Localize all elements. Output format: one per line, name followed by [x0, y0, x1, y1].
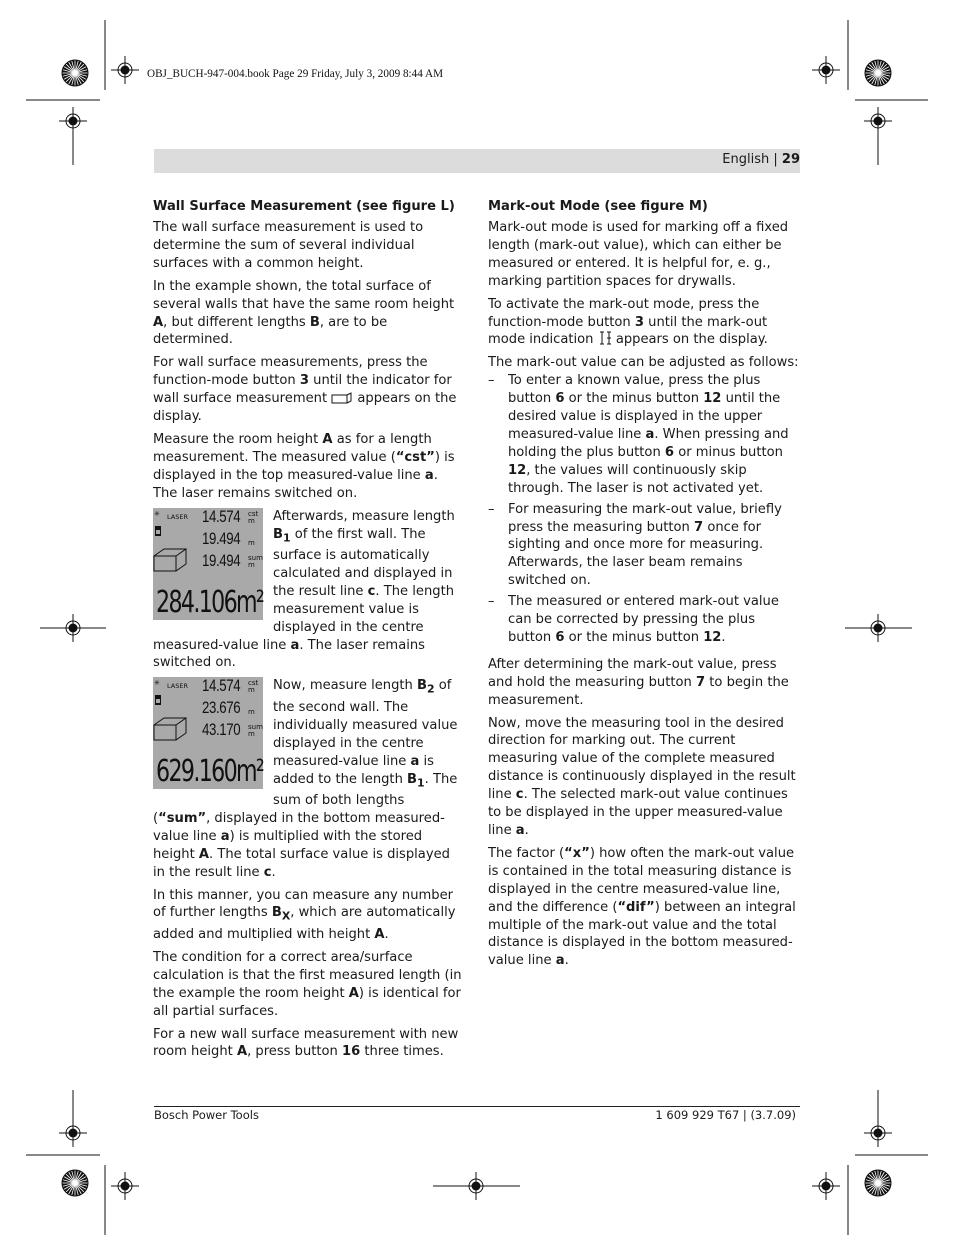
- bottom-value: 43.170: [202, 720, 241, 740]
- paragraph: For a new wall surface measurement with new room height A, press button 16 three times.: [153, 1026, 459, 1060]
- paragraph: In the example shown, the total surface of several walls that have the same room height A, but different lengths B, are to be determined.: [153, 278, 455, 348]
- paragraph: To activate the mark-out mode, press the function-mode button 3 until the mark-out mode indication appears on the display.: [488, 296, 768, 348]
- right-column: [488, 197, 800, 975]
- header-separator: |: [769, 152, 782, 167]
- paragraph: The mark-out value can be adjusted as follows:: [488, 355, 799, 371]
- display-figure-first-wall: [153, 508, 263, 620]
- paragraph: The wall surface measurement is used to determine the sum of several individual surfaces with a common height.: [153, 220, 424, 271]
- header-bar: [154, 149, 800, 173]
- wall-surface-icon: [331, 392, 353, 404]
- footer-rule: [154, 1106, 800, 1107]
- unit-m: m: [248, 516, 255, 525]
- unit-m: m: [248, 686, 255, 695]
- mid-value: 23.676: [202, 698, 241, 718]
- paragraph: Now, move the measuring tool in the desired direction for marking out. The current measuring value of the complete measured distance is continuously displayed in the result line c. The selected mark-out value continues to be displayed in the upper measured-value line a.: [488, 715, 796, 838]
- paragraph: Measure the room height A as for a length measurement. The measured value (“cst”) is displayed in the top measured-value line a. The laser remains switched on.: [153, 431, 455, 501]
- bottom-value: 19.494: [202, 550, 241, 570]
- svg-text:✳: ✳: [154, 679, 160, 688]
- paragraph: Now, measure length $B_2$ of the second wall. The individually measured value displayed in the centre measured-value line a is added to the length $B_1$. The sum of both lengths (“sum”, displayed in the bottom measured-value line a) is multiplied with the stored height A. The total surface value is displayed in the result line c.: [153, 678, 458, 880]
- mark-out-icon: [598, 331, 612, 345]
- wall-surface-icon: [153, 677, 201, 747]
- footer-publisher: Bosch Power Tools: [154, 1108, 259, 1122]
- unit-m: m: [248, 730, 255, 739]
- figure-block-2: [153, 677, 465, 881]
- paragraph: The condition for a correct area/surface calculation is that the first measured length (in the example the room height A) is identical for all partial surfaces.: [153, 949, 462, 1019]
- laser-indicator: LASER: [167, 682, 188, 691]
- paragraph: Afterwards, measure length $B_1$ of the first wall. The surface is automatically calculated and displayed in the result line c. The length measurement value is displayed in the centre measured-value line a. The laser remains switched on.: [153, 508, 455, 671]
- unit-m: m: [248, 538, 255, 547]
- result-line: 629.160m²: [156, 754, 264, 790]
- print-slug: OBJ_BUCH-947-004.book Page 29 Friday, July 3, 2009 8:44 AM: [147, 68, 444, 80]
- paragraph: After determining the mark-out value, press and hold the measuring button 7 to begin the measurement.: [488, 656, 789, 708]
- list-item: – The measured or entered mark-out value can be corrected by pressing the plus button 6 or the minus button 12.: [488, 594, 779, 645]
- laser-indicator: LASER: [167, 512, 188, 521]
- page-number: 29: [781, 152, 800, 167]
- unit-sum: sum: [248, 723, 263, 732]
- left-column: [153, 197, 465, 1066]
- unit-cst: cst: [248, 679, 259, 688]
- section-heading-mark-out: Mark-out Mode (see figure M): [488, 199, 708, 214]
- wall-surface-icon: [153, 508, 201, 578]
- page-header: [722, 152, 800, 167]
- unit-cst: cst: [248, 509, 259, 518]
- result-line: 284.106m²: [156, 584, 264, 620]
- paragraph: In this manner, you can measure any number of further lengths $B_X$, which are automatically added and multiplied with height A.: [153, 887, 456, 942]
- svg-text:✳: ✳: [154, 509, 160, 518]
- unit-m: m: [248, 560, 255, 569]
- top-value: 14.574: [202, 676, 241, 696]
- header-language: English: [722, 152, 770, 167]
- list-item: – To enter a known value, press the plus button 6 or the minus button 12 until the desired value is displayed in the upper measured-value line a. When pressing and holding the plus button 6 or minus button 12, the values will continuously skip through. The laser is not activated yet.: [488, 373, 789, 496]
- paragraph: For wall surface measurements, press the function-mode button 3 until the indicator for wall surface measurement appears on the display.: [153, 355, 457, 425]
- list-item: – For measuring the mark-out value, briefly press the measuring button 7 once for sighting and once more for measuring. Afterwards, the laser beam remains switched on.: [488, 501, 782, 589]
- paragraph: The factor (“x”) how often the mark-out value is contained in the total measuring distance is displayed in the centre measured-value line, and the difference (“dif”) between an integral multiple of the mark-out value and the total distance is displayed in the bottom measured-value line a.: [488, 845, 796, 969]
- figure-block-1: [153, 508, 465, 678]
- display-figure-second-wall: [153, 677, 263, 789]
- mid-value: 19.494: [202, 528, 241, 548]
- footer-doc-number: 1 609 929 T67 | (3.7.09): [655, 1108, 796, 1122]
- unit-sum: sum: [248, 553, 263, 562]
- unit-m: m: [248, 708, 255, 717]
- section-heading-wall-surface: Wall Surface Measurement (see figure L): [153, 199, 455, 214]
- top-value: 14.574: [202, 507, 241, 526]
- paragraph: Mark-out mode is used for marking off a fixed length (mark-out value), which can either be measured or entered. It is helpful for, e. g., marking partition spaces for drywalls.: [488, 220, 789, 289]
